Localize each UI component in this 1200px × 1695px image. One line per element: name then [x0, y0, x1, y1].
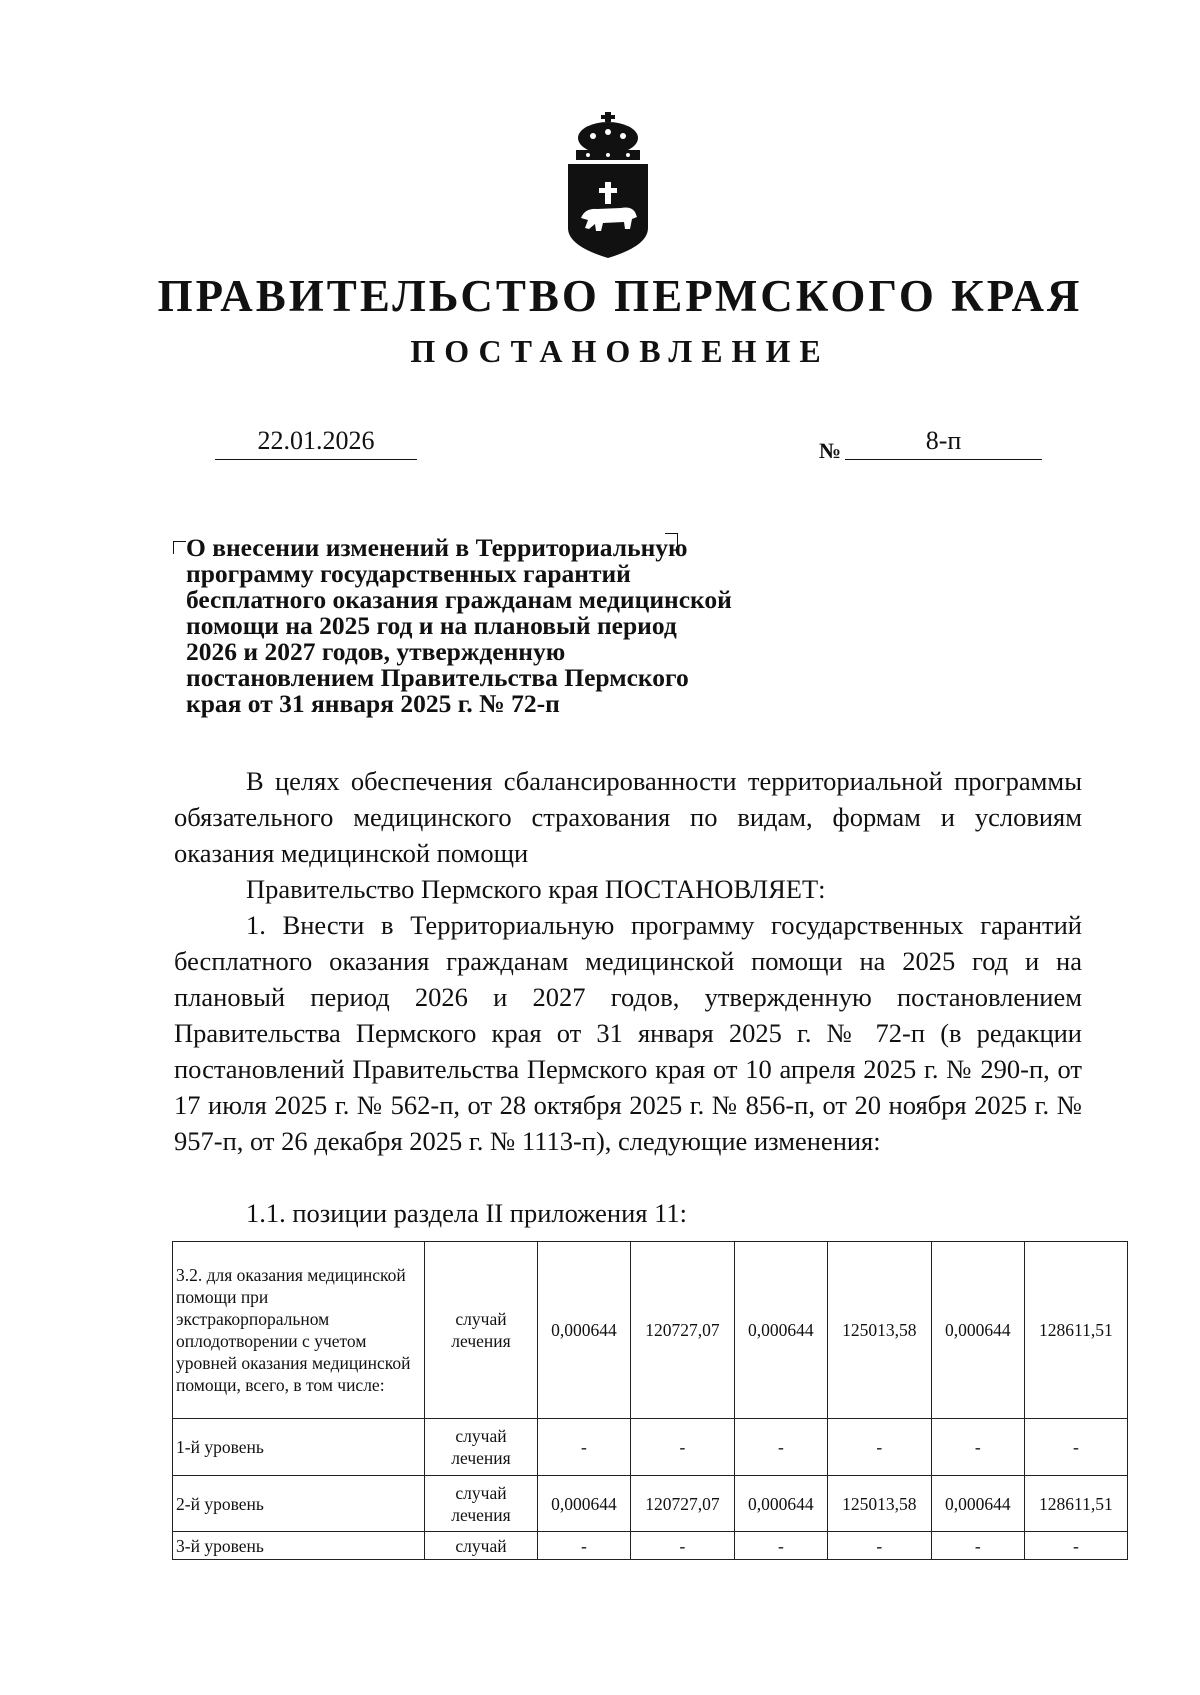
- organization-title: ПРАВИТЕЛЬСТВО ПЕРМСКОГО КРАЯ: [157, 271, 1083, 321]
- value-cell: 0,000644: [931, 1476, 1024, 1532]
- unit-cell: случай лечения: [425, 1419, 538, 1476]
- coat-of-arms-emblem: [563, 108, 653, 260]
- crown-icon: [576, 112, 640, 160]
- value-cell: 0,000644: [734, 1476, 827, 1532]
- subject-bracket-left: [173, 541, 186, 554]
- document-date: 22.01.2026: [215, 426, 417, 460]
- value-cell: -: [1024, 1532, 1127, 1560]
- value-cell: -: [931, 1419, 1024, 1476]
- value-cell: 0,000644: [734, 1242, 827, 1419]
- value-cell: -: [538, 1419, 631, 1476]
- value-cell: -: [827, 1532, 931, 1560]
- value-cell: 128611,51: [1024, 1476, 1127, 1532]
- row-name-cell: 3.2. для оказания медицинской помощи при экстракорпоральном оплодотворении с учетом уровней оказания медицинской помощи, всего, в том числе:: [173, 1242, 425, 1419]
- row-name-cell: 1-й уровень: [173, 1419, 425, 1476]
- unit-cell: случай лечения: [425, 1476, 538, 1532]
- value-cell: -: [827, 1419, 931, 1476]
- value-cell: -: [630, 1419, 734, 1476]
- value-cell: 0,000644: [931, 1242, 1024, 1419]
- amendment-paragraph: 1. Внести в Территориальную программу государственных гарантий бесплатного оказания гражданам медицинской помощи на 2025 год и на плановый период 2026 и 2027 годов, утвержденную постановлением Правительства Пермского края от 31 января 2025 г. № 72-п (в редакции постановлений Правительства Пермского края от 10 апреля 2025 г. № 290-п, от 17 июля 2025 г. № 562-п, от 28 октября 2025 г. № 856-п, от 20 ноября 2025 г. № 957-п, от 26 декабря 2025 г. № 1113-п), следующие изменения:: [174, 910, 1082, 1156]
- item-paragraph: 1.1. позиции раздела II приложения 11:: [246, 1198, 687, 1228]
- value-cell: -: [630, 1532, 734, 1560]
- table-row: [173, 1476, 1128, 1532]
- value-cell: 0,000644: [538, 1242, 631, 1419]
- value-cell: 120727,07: [630, 1476, 734, 1532]
- value-cell: -: [538, 1532, 631, 1560]
- table-row: [173, 1242, 1128, 1419]
- value-cell: -: [734, 1532, 827, 1560]
- document-type-title: ПОСТАНОВЛЕНИЕ: [410, 333, 830, 369]
- value-cell: 128611,51: [1024, 1242, 1127, 1419]
- unit-cell: случай: [425, 1532, 538, 1560]
- resolution-paragraph: Правительство Пермского края ПОСТАНОВЛЯЕТ:: [246, 874, 826, 904]
- row-name-cell: 3-й уровень: [173, 1532, 425, 1560]
- value-cell: -: [734, 1419, 827, 1476]
- value-cell: -: [931, 1532, 1024, 1560]
- number-label: №: [819, 438, 842, 463]
- row-name-cell: 2-й уровень: [173, 1476, 425, 1532]
- value-cell: 125013,58: [827, 1476, 931, 1532]
- value-cell: 125013,58: [827, 1242, 931, 1419]
- value-cell: 120727,07: [630, 1242, 734, 1419]
- document-subject: О внесении изменений в Территориальную программу государственных гарантий бесплатного оказания гражданам медицинской помощи на 2025 год и на плановый период 2026 и 2027 годов, утвержденную постановлением Правительства Пермского края от 31 января 2025 г. № 72-п: [186, 533, 732, 718]
- value-cell: -: [1024, 1419, 1127, 1476]
- allocation-table: [172, 1241, 1128, 1560]
- preamble-paragraph: В целях обеспечения сбалансированности территориальной программы обязательного медицинского страхования по видам, формам и условиям оказания медицинской помощи: [174, 766, 1082, 868]
- table-row: [173, 1532, 1128, 1560]
- value-cell: 0,000644: [538, 1476, 631, 1532]
- document-number: 8-п: [845, 426, 1042, 460]
- unit-cell: случай лечения: [425, 1242, 538, 1419]
- table-row: [173, 1419, 1128, 1476]
